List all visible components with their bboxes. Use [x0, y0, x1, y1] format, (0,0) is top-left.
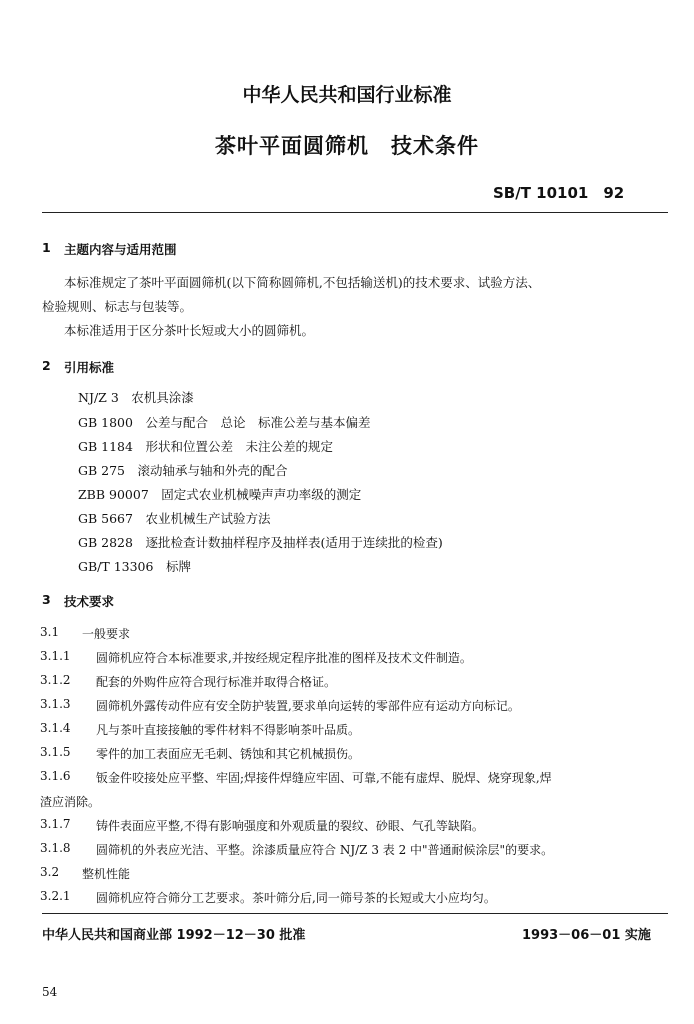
implementation-date: 1993－06－01 实施: [522, 928, 651, 943]
clause-number: 3.1.8: [40, 841, 71, 855]
clause-number: 3.1.4: [40, 721, 71, 735]
clause-number: 3.1: [40, 625, 60, 639]
clause-text: 一般要求: [82, 627, 131, 641]
clause-text: 圆筛机应符合筛分工艺要求。茶叶筛分后,同一筛号茶的长短或大小应均匀。: [96, 891, 496, 905]
clause-number: 3.1.2: [40, 673, 71, 687]
page-number: 54: [42, 985, 58, 999]
approval-date: 中华人民共和国商业部 1992－12－30 批准: [42, 928, 306, 943]
clause-number: 3.1.6: [40, 769, 71, 783]
clause-text: 整机性能: [82, 867, 131, 881]
header-rule: [42, 212, 668, 213]
clause-number: 3.1.7: [40, 817, 71, 831]
reference-item: GB/T 13306 标牌: [78, 559, 191, 574]
section-2-heading: 引用标准: [64, 360, 115, 375]
section-1-number: 1: [42, 240, 51, 255]
section-1-paragraph-2: 本标准适用于区分茶叶长短或大小的圆筛机。: [64, 323, 315, 338]
clause-text: 零件的加工表面应无毛刺、锈蚀和其它机械损伤。: [96, 747, 361, 761]
reference-item: GB 1800 公差与配合 总论 标准公差与基本偏差: [78, 415, 371, 430]
reference-item: GB 275 滚动轴承与轴和外壳的配合: [78, 463, 288, 478]
clause-text: 铸件表面应平整,不得有影响强度和外观质量的裂纹、砂眼、气孔等缺陷。: [96, 819, 484, 833]
standard-code: SB/T 10101 92: [493, 184, 625, 202]
reference-item: ZBB 90007 固定式农业机械噪声声功率级的测定: [78, 487, 362, 502]
section-3-number: 3: [42, 592, 51, 607]
clause-number: 3.1.5: [40, 745, 71, 759]
reference-item: NJ/Z 3 农机具涂漆: [78, 390, 194, 405]
clause-text: 圆筛机的外表应光洁、平整。涂漆质量应符合 NJ/Z 3 表 2 中"普通耐候涂层"的要求。: [96, 843, 554, 857]
header-title: 中华人民共和国行业标准: [242, 84, 452, 106]
clause-text-continuation: 渣应消除。: [40, 795, 101, 809]
clause-number: 3.2.1: [40, 889, 71, 903]
reference-item: GB 2828 逐批检查计数抽样程序及抽样表(适用于连续批的检查): [78, 535, 443, 550]
section-1-paragraph-1-line-1: 本标准规定了茶叶平面圆筛机(以下简称圆筛机,不包括输送机)的技术要求、试验方法、: [64, 275, 541, 290]
clause-text: 钣金件咬接处应平整、牢固;焊接件焊缝应牢固、可靠,不能有虚焊、脱焊、烧穿现象,焊: [96, 771, 552, 785]
section-1-heading: 主题内容与适用范围: [64, 242, 177, 257]
clause-text: 圆筛机应符合本标准要求,并按经规定程序批准的图样及技术文件制造。: [96, 651, 472, 665]
clause-text: 凡与茶叶直接接触的零件材料不得影响茶叶品质。: [96, 723, 361, 737]
footer-rule: [42, 913, 668, 914]
clause-text: 配套的外购件应符合现行标准并取得合格证。: [96, 675, 337, 689]
clause-number: 3.1.3: [40, 697, 71, 711]
section-1-paragraph-1-line-2: 检验规则、标志与包装等。: [42, 299, 193, 314]
section-2-number: 2: [42, 358, 51, 373]
clause-text: 圆筛机外露传动件应有安全防护装置,要求单向运转的零部件应有运动方向标记。: [96, 699, 520, 713]
document-title: 茶叶平面圆筛机 技术条件: [215, 134, 479, 158]
clause-number: 3.1.1: [40, 649, 71, 663]
reference-item: GB 1184 形状和位置公差 未注公差的规定: [78, 439, 333, 454]
section-3-heading: 技术要求: [64, 594, 115, 609]
reference-item: GB 5667 农业机械生产试验方法: [78, 511, 271, 526]
clause-number: 3.2: [40, 865, 60, 879]
